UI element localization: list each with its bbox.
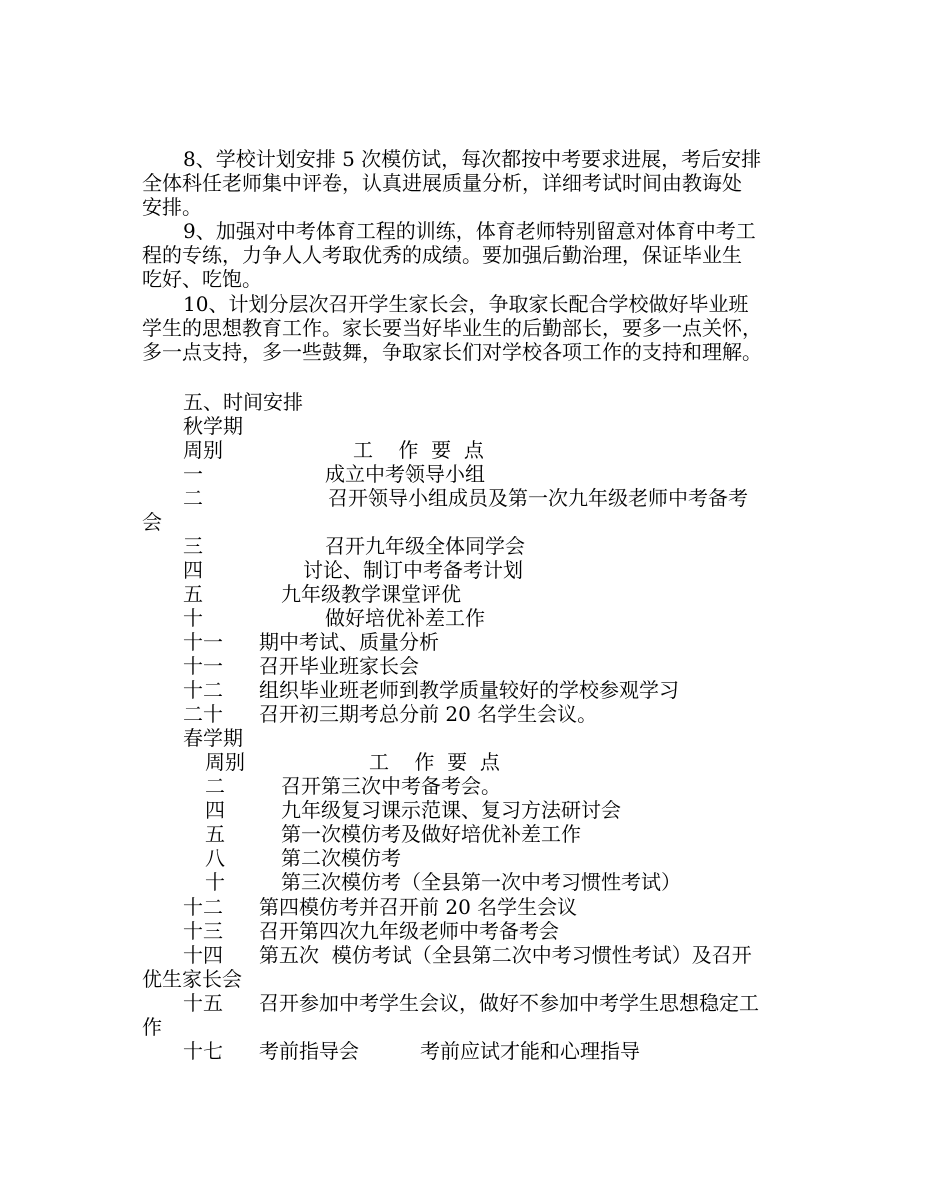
paragraph-8-line-1: 8、学校计划安排 5 次模仿试，每次都按中考要求进展，考后安排 xyxy=(183,147,762,171)
spring-row-10-week: 十七 xyxy=(183,1039,223,1063)
spring-row-9-week: 十五 xyxy=(183,991,223,1015)
autumn-term-title: 秋学期 xyxy=(183,414,243,438)
autumn-row-9-week: 十二 xyxy=(183,678,223,702)
spring-row-3-week: 五 xyxy=(205,822,225,846)
spring-row-8-continuation: 优生家长会 xyxy=(142,967,242,991)
spring-row-1-content: 召开第三次中考备考会。 xyxy=(281,774,501,798)
autumn-row-8-content: 召开毕业班家长会 xyxy=(259,654,419,678)
autumn-row-2-continuation: 会 xyxy=(142,510,162,534)
autumn-row-1-content: 成立中考领导小组 xyxy=(325,462,485,486)
autumn-row-6-content: 做好培优补差工作 xyxy=(325,606,485,630)
spring-row-10-extra: 考前应试才能和心理指导 xyxy=(420,1039,640,1063)
spring-term-title: 春学期 xyxy=(183,726,243,750)
autumn-row-7-content: 期中考试、质量分析 xyxy=(259,630,439,654)
paragraph-10-line-2: 学生的思想教育工作。家长要当好毕业生的后勤部长，要多一点关怀， xyxy=(142,316,762,340)
autumn-row-5-content: 九年级教学课堂评优 xyxy=(281,582,461,606)
autumn-row-8-week: 十一 xyxy=(183,654,223,678)
spring-row-5-week: 十 xyxy=(205,870,225,894)
autumn-row-5-week: 五 xyxy=(183,582,203,606)
autumn-row-2-week: 二 xyxy=(183,486,203,510)
autumn-row-3-week: 三 xyxy=(183,534,203,558)
paragraph-8-line-2: 全体科任老师集中评卷，认真进展质量分析，详细考试时间由教诲处 xyxy=(142,171,742,195)
autumn-row-10-content: 召开初三期考总分前 20 名学生会议。 xyxy=(259,702,598,726)
spring-row-4-week: 八 xyxy=(205,846,225,870)
autumn-row-6-week: 十 xyxy=(183,606,203,630)
paragraph-10-line-1: 10、计划分层次召开学生家长会，争取家长配合学校做好毕业班 xyxy=(183,292,749,316)
autumn-row-10-week: 二十 xyxy=(183,702,223,726)
spring-row-10-content: 考前指导会 xyxy=(259,1039,359,1063)
spring-row-3-content: 第一次模仿考及做好培优补差工作 xyxy=(281,822,581,846)
spring-row-9-content: 召开参加中考学生会议，做好不参加中考学生思想稳定工 xyxy=(259,991,759,1015)
spring-row-4-content: 第二次模仿考 xyxy=(281,846,401,870)
spring-row-8-content: 第五次 模仿考试（全县第二次中考习惯性考试）及召开 xyxy=(259,943,752,967)
autumn-header-content: 工 作 要 点 xyxy=(353,438,484,462)
spring-row-5-content: 第三次模仿考（全县第一次中考习惯性考试） xyxy=(281,870,681,894)
autumn-row-2-content: 召开领导小组成员及第一次九年级老师中考备考 xyxy=(328,486,748,510)
autumn-header-week: 周别 xyxy=(183,438,223,462)
autumn-row-4-content: 讨论、制订中考备考计划 xyxy=(303,558,523,582)
spring-row-9-continuation: 作 xyxy=(142,1015,162,1039)
spring-row-7-week: 十三 xyxy=(183,919,223,943)
paragraph-9-line-1: 9、加强对中考体育工程的训练，体育老师特别留意对体育中考工 xyxy=(183,219,756,243)
spring-header-week: 周别 xyxy=(205,750,245,774)
spring-row-7-content: 召开第四次九年级老师中考备考会 xyxy=(259,919,559,943)
paragraph-9-line-3: 吃好、吃饱。 xyxy=(142,267,262,291)
section-title: 五、时间安排 xyxy=(183,390,303,414)
spring-row-2-content: 九年级复习课示范课、复习方法研讨会 xyxy=(281,798,621,822)
autumn-row-4-week: 四 xyxy=(183,558,203,582)
autumn-row-3-content: 召开九年级全体同学会 xyxy=(325,534,525,558)
spring-row-1-week: 二 xyxy=(205,774,225,798)
paragraph-10-line-3: 多一点支持，多一些鼓舞，争取家长们对学校各项工作的支持和理解。 xyxy=(142,340,762,364)
spring-row-2-week: 四 xyxy=(205,798,225,822)
spring-row-6-week: 十二 xyxy=(183,895,223,919)
spring-header-content: 工 作 要 点 xyxy=(369,750,500,774)
spring-row-8-week: 十四 xyxy=(183,943,223,967)
autumn-row-9-content: 组织毕业班老师到教学质量较好的学校参观学习 xyxy=(259,678,679,702)
autumn-row-1-week: 一 xyxy=(183,462,203,486)
spring-row-6-content: 第四模仿考并召开前 20 名学生会议 xyxy=(259,895,578,919)
paragraph-8-line-3: 安排。 xyxy=(142,195,202,219)
autumn-row-7-week: 十一 xyxy=(183,630,223,654)
paragraph-9-line-2: 程的专练，力争人人考取优秀的成绩。要加强后勤治理，保证毕业生 xyxy=(142,243,742,267)
